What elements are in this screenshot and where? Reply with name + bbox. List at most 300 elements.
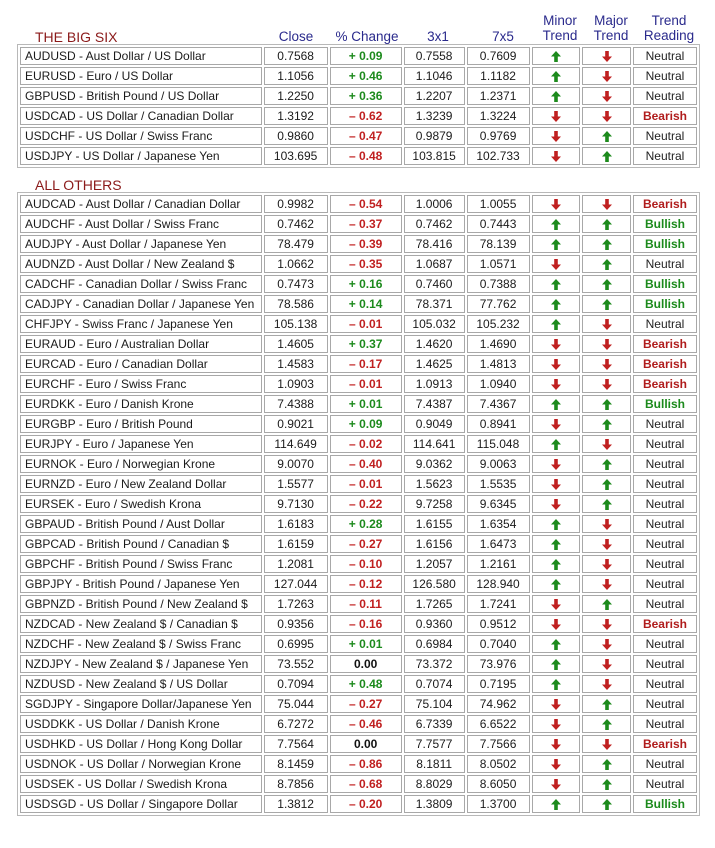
table-row bbox=[20, 67, 697, 85]
minor-trend-cell bbox=[532, 295, 581, 313]
major-trend-cell bbox=[582, 335, 631, 353]
pair-cell: USDSEK - US Dollar / Swedish Krona bbox=[20, 775, 262, 793]
major-trend-header-line1: Major bbox=[594, 13, 628, 28]
arrow-up-icon bbox=[602, 131, 612, 142]
trend-reading-cell: Neutral bbox=[633, 67, 697, 85]
table-row bbox=[20, 475, 697, 493]
7x5-cell: 6.6522 bbox=[467, 715, 530, 733]
3x1-cell: 126.580 bbox=[404, 575, 465, 593]
trend-reading-cell: Neutral bbox=[633, 655, 697, 673]
table-row bbox=[20, 495, 697, 513]
arrow-down-icon bbox=[551, 619, 561, 630]
7x5-cell: 0.7609 bbox=[467, 47, 530, 65]
major-trend-cell bbox=[582, 535, 631, 553]
arrow-up-icon bbox=[602, 759, 612, 770]
major-trend-header bbox=[584, 13, 638, 43]
table-row bbox=[20, 435, 697, 453]
arrow-up-icon bbox=[602, 219, 612, 230]
3x1-cell: 8.1811 bbox=[404, 755, 465, 773]
minor-trend-cell bbox=[532, 775, 581, 793]
arrow-up-icon bbox=[551, 219, 561, 230]
minor-trend-cell bbox=[532, 555, 581, 573]
trend-reading-cell: Neutral bbox=[633, 315, 697, 333]
7x5-cell: 102.733 bbox=[467, 147, 530, 165]
arrow-down-icon bbox=[602, 51, 612, 62]
arrow-down-icon bbox=[602, 579, 612, 590]
pair-cell: NZDCHF - New Zealand $ / Swiss Franc bbox=[20, 635, 262, 653]
close-cell: 9.7130 bbox=[264, 495, 328, 513]
table-row bbox=[20, 255, 697, 273]
close-cell: 1.3192 bbox=[264, 107, 328, 125]
minor-trend-cell bbox=[532, 595, 581, 613]
major-trend-cell bbox=[582, 575, 631, 593]
arrow-down-icon bbox=[551, 599, 561, 610]
close-cell: 1.0662 bbox=[264, 255, 328, 273]
close-cell: 0.7473 bbox=[264, 275, 328, 293]
trend-reading-cell: Neutral bbox=[633, 515, 697, 533]
arrow-down-icon bbox=[551, 719, 561, 730]
pct-change-cell: + 0.09 bbox=[330, 47, 402, 65]
3x1-cell: 1.2207 bbox=[404, 87, 465, 105]
arrow-up-icon bbox=[602, 499, 612, 510]
arrow-down-icon bbox=[602, 539, 612, 550]
minor-trend-cell bbox=[532, 235, 581, 253]
major-trend-cell bbox=[582, 715, 631, 733]
table-header bbox=[0, 12, 715, 45]
3x1-cell: 114.641 bbox=[404, 435, 465, 453]
7x5-cell: 0.7195 bbox=[467, 675, 530, 693]
table-row bbox=[20, 535, 697, 553]
7x5-cell: 0.7040 bbox=[467, 635, 530, 653]
arrow-down-icon bbox=[551, 131, 561, 142]
trend-reading-cell: Neutral bbox=[633, 47, 697, 65]
minor-trend-cell bbox=[532, 215, 581, 233]
3x1-cell: 6.7339 bbox=[404, 715, 465, 733]
pct-change-cell: – 0.37 bbox=[330, 215, 402, 233]
7x5-cell: 1.6354 bbox=[467, 515, 530, 533]
arrow-down-icon bbox=[551, 339, 561, 350]
pct-change-cell: – 0.46 bbox=[330, 715, 402, 733]
table-row bbox=[20, 615, 697, 633]
close-cell: 105.138 bbox=[264, 315, 328, 333]
all-others-title: ALL OTHERS bbox=[35, 177, 122, 193]
arrow-up-icon bbox=[602, 479, 612, 490]
pct-change-cell: + 0.01 bbox=[330, 395, 402, 413]
pct-change-cell: – 0.27 bbox=[330, 695, 402, 713]
minor-trend-cell bbox=[532, 755, 581, 773]
trend-reading-cell: Neutral bbox=[633, 475, 697, 493]
pct-change-cell: + 0.28 bbox=[330, 515, 402, 533]
major-trend-cell bbox=[582, 255, 631, 273]
pair-cell: USDJPY - US Dollar / Japanese Yen bbox=[20, 147, 262, 165]
minor-trend-cell bbox=[532, 655, 581, 673]
pct-change-cell: 0.00 bbox=[330, 655, 402, 673]
major-trend-cell bbox=[582, 375, 631, 393]
major-trend-cell bbox=[582, 415, 631, 433]
close-cell: 103.695 bbox=[264, 147, 328, 165]
trend-reading-cell: Neutral bbox=[633, 455, 697, 473]
arrow-down-icon bbox=[551, 199, 561, 210]
3x1-cell: 8.8029 bbox=[404, 775, 465, 793]
7x5-cell: 1.5535 bbox=[467, 475, 530, 493]
3x1-cell: 0.9360 bbox=[404, 615, 465, 633]
3x1-cell: 0.7074 bbox=[404, 675, 465, 693]
pct-change-cell: – 0.12 bbox=[330, 575, 402, 593]
major-trend-cell bbox=[582, 795, 631, 813]
7x5-cell: 0.7388 bbox=[467, 275, 530, 293]
major-trend-cell bbox=[582, 195, 631, 213]
pct-change-cell: + 0.14 bbox=[330, 295, 402, 313]
arrow-down-icon bbox=[551, 699, 561, 710]
7x5-cell: 1.0940 bbox=[467, 375, 530, 393]
pct-change-cell: + 0.48 bbox=[330, 675, 402, 693]
arrow-up-icon bbox=[602, 279, 612, 290]
trend-reading-cell: Bearish bbox=[633, 735, 697, 753]
pair-cell: AUDNZD - Aust Dollar / New Zealand $ bbox=[20, 255, 262, 273]
arrow-up-icon bbox=[551, 679, 561, 690]
pct-change-cell: – 0.68 bbox=[330, 775, 402, 793]
arrow-down-icon bbox=[602, 339, 612, 350]
pct-change-cell: – 0.35 bbox=[330, 255, 402, 273]
major-trend-cell bbox=[582, 755, 631, 773]
arrow-up-icon bbox=[602, 151, 612, 162]
trend-reading-cell: Bearish bbox=[633, 195, 697, 213]
arrow-down-icon bbox=[551, 759, 561, 770]
close-cell: 127.044 bbox=[264, 575, 328, 593]
pair-cell: SGDJPY - Singapore Dollar/Japanese Yen bbox=[20, 695, 262, 713]
arrow-up-icon bbox=[551, 239, 561, 250]
close-cell: 7.7564 bbox=[264, 735, 328, 753]
arrow-down-icon bbox=[551, 499, 561, 510]
minor-trend-cell bbox=[532, 275, 581, 293]
pct-change-cell: + 0.36 bbox=[330, 87, 402, 105]
arrow-up-icon bbox=[551, 559, 561, 570]
table-row bbox=[20, 695, 697, 713]
trend-reading-cell: Neutral bbox=[633, 695, 697, 713]
big-six-table bbox=[17, 44, 700, 168]
arrow-up-icon bbox=[602, 299, 612, 310]
trend-reading-cell: Bearish bbox=[633, 375, 697, 393]
3x1-cell: 7.7577 bbox=[404, 735, 465, 753]
7x5-cell: 1.6473 bbox=[467, 535, 530, 553]
table-row bbox=[20, 355, 697, 373]
7x5-cell: 0.9512 bbox=[467, 615, 530, 633]
table-row bbox=[20, 515, 697, 533]
table-row bbox=[20, 415, 697, 433]
pair-cell: GBPAUD - British Pound / Aust Dollar bbox=[20, 515, 262, 533]
arrow-up-icon bbox=[551, 439, 561, 450]
trend-reading-cell: Neutral bbox=[633, 87, 697, 105]
arrow-down-icon bbox=[602, 199, 612, 210]
7x5-cell: 1.0055 bbox=[467, 195, 530, 213]
table-row bbox=[20, 555, 697, 573]
3x1-cell: 75.104 bbox=[404, 695, 465, 713]
table-row bbox=[20, 655, 697, 673]
pair-cell: EURGBP - Euro / British Pound bbox=[20, 415, 262, 433]
close-cell: 8.7856 bbox=[264, 775, 328, 793]
pair-cell: EURUSD - Euro / US Dollar bbox=[20, 67, 262, 85]
trend-reading-cell: Neutral bbox=[633, 595, 697, 613]
minor-trend-cell bbox=[532, 47, 581, 65]
table-row bbox=[20, 375, 697, 393]
pair-cell: NZDJPY - New Zealand $ / Japanese Yen bbox=[20, 655, 262, 673]
close-cell: 75.044 bbox=[264, 695, 328, 713]
arrow-down-icon bbox=[602, 439, 612, 450]
arrow-up-icon bbox=[551, 71, 561, 82]
arrow-down-icon bbox=[602, 639, 612, 650]
major-trend-cell bbox=[582, 495, 631, 513]
close-cell: 0.9356 bbox=[264, 615, 328, 633]
major-trend-cell bbox=[582, 275, 631, 293]
table-row bbox=[20, 775, 697, 793]
pct-change-cell: 0.00 bbox=[330, 735, 402, 753]
close-cell: 1.6159 bbox=[264, 535, 328, 553]
major-trend-cell bbox=[582, 395, 631, 413]
7x5-cell: 0.9769 bbox=[467, 127, 530, 145]
pair-cell: EURAUD - Euro / Australian Dollar bbox=[20, 335, 262, 353]
minor-trend-cell bbox=[532, 455, 581, 473]
3x1-cell: 1.7265 bbox=[404, 595, 465, 613]
arrow-down-icon bbox=[602, 91, 612, 102]
table-row bbox=[20, 215, 697, 233]
major-trend-cell bbox=[582, 435, 631, 453]
3x1-cell: 1.4620 bbox=[404, 335, 465, 353]
pair-cell: USDNOK - US Dollar / Norwegian Krone bbox=[20, 755, 262, 773]
arrow-up-icon bbox=[551, 539, 561, 550]
major-trend-cell bbox=[582, 655, 631, 673]
trend-reading-cell: Bullish bbox=[633, 235, 697, 253]
pair-cell: EURCHF - Euro / Swiss Franc bbox=[20, 375, 262, 393]
major-trend-cell bbox=[582, 555, 631, 573]
pair-cell: AUDCHF - Aust Dollar / Swiss Franc bbox=[20, 215, 262, 233]
minor-trend-header-line1: Minor bbox=[543, 13, 577, 28]
pair-cell: NZDUSD - New Zealand $ / US Dollar bbox=[20, 675, 262, 693]
pair-cell: USDCAD - US Dollar / Canadian Dollar bbox=[20, 107, 262, 125]
7x5-cell: 105.232 bbox=[467, 315, 530, 333]
pct-change-cell: – 0.16 bbox=[330, 615, 402, 633]
7x5-cell: 7.7566 bbox=[467, 735, 530, 753]
arrow-down-icon bbox=[551, 151, 561, 162]
close-cell: 0.9982 bbox=[264, 195, 328, 213]
arrow-down-icon bbox=[602, 71, 612, 82]
arrow-down-icon bbox=[602, 379, 612, 390]
3x1-cell: 1.2057 bbox=[404, 555, 465, 573]
3x1-cell: 0.6984 bbox=[404, 635, 465, 653]
close-cell: 1.4605 bbox=[264, 335, 328, 353]
arrow-up-icon bbox=[551, 399, 561, 410]
table-row bbox=[20, 275, 697, 293]
minor-trend-cell bbox=[532, 715, 581, 733]
pct-change-cell: – 0.40 bbox=[330, 455, 402, 473]
major-trend-header-line2: Trend bbox=[593, 28, 629, 43]
trend-reading-cell: Neutral bbox=[633, 415, 697, 433]
table-row bbox=[20, 127, 697, 145]
major-trend-cell bbox=[582, 635, 631, 653]
major-trend-cell bbox=[582, 235, 631, 253]
pct-change-header: % Change bbox=[335, 29, 399, 44]
big-six-title: THE BIG SIX bbox=[35, 29, 118, 45]
trend-reading-header bbox=[637, 13, 701, 43]
minor-trend-cell bbox=[532, 535, 581, 553]
trend-reading-cell: Bullish bbox=[633, 395, 697, 413]
major-trend-cell bbox=[582, 615, 631, 633]
major-trend-cell bbox=[582, 675, 631, 693]
trend-reading-cell: Bearish bbox=[633, 355, 697, 373]
7x5-cell: 8.0502 bbox=[467, 755, 530, 773]
table-row bbox=[20, 47, 697, 65]
minor-trend-cell bbox=[532, 147, 581, 165]
arrow-down-icon bbox=[551, 779, 561, 790]
close-cell: 1.4583 bbox=[264, 355, 328, 373]
7x5-cell: 1.3224 bbox=[467, 107, 530, 125]
close-cell: 1.5577 bbox=[264, 475, 328, 493]
minor-trend-cell bbox=[532, 515, 581, 533]
3x1-cell: 1.3809 bbox=[404, 795, 465, 813]
minor-trend-cell bbox=[532, 375, 581, 393]
major-trend-cell bbox=[582, 67, 631, 85]
arrow-down-icon bbox=[551, 359, 561, 370]
7x5-cell: 1.2161 bbox=[467, 555, 530, 573]
close-cell: 7.4388 bbox=[264, 395, 328, 413]
minor-trend-cell bbox=[532, 735, 581, 753]
7x5-cell: 77.762 bbox=[467, 295, 530, 313]
arrow-up-icon bbox=[551, 579, 561, 590]
7x5-cell: 73.976 bbox=[467, 655, 530, 673]
table-row bbox=[20, 195, 697, 213]
pair-cell: EURNZD - Euro / New Zealand Dollar bbox=[20, 475, 262, 493]
pct-change-cell: – 0.27 bbox=[330, 535, 402, 553]
pair-cell: AUDCAD - Aust Dollar / Canadian Dollar bbox=[20, 195, 262, 213]
trend-reading-cell: Bullish bbox=[633, 295, 697, 313]
3x1-cell: 7.4387 bbox=[404, 395, 465, 413]
minor-trend-cell bbox=[532, 87, 581, 105]
close-cell: 1.7263 bbox=[264, 595, 328, 613]
pair-cell: USDSGD - US Dollar / Singapore Dollar bbox=[20, 795, 262, 813]
pct-change-cell: – 0.20 bbox=[330, 795, 402, 813]
arrow-up-icon bbox=[602, 399, 612, 410]
pair-cell: GBPCAD - British Pound / Canadian $ bbox=[20, 535, 262, 553]
pair-cell: NZDCAD - New Zealand $ / Canadian $ bbox=[20, 615, 262, 633]
trend-reading-cell: Neutral bbox=[633, 127, 697, 145]
minor-trend-cell bbox=[532, 435, 581, 453]
7x5-cell: 78.139 bbox=[467, 235, 530, 253]
trend-reading-cell: Neutral bbox=[633, 535, 697, 553]
arrow-up-icon bbox=[551, 319, 561, 330]
pair-cell: USDHKD - US Dollar / Hong Kong Dollar bbox=[20, 735, 262, 753]
major-trend-cell bbox=[582, 87, 631, 105]
minor-trend-cell bbox=[532, 335, 581, 353]
table-row bbox=[20, 335, 697, 353]
trend-reading-cell: Neutral bbox=[633, 675, 697, 693]
trend-reading-cell: Neutral bbox=[633, 575, 697, 593]
arrow-down-icon bbox=[602, 619, 612, 630]
7x5-cell: 1.4813 bbox=[467, 355, 530, 373]
7x5-cell: 115.048 bbox=[467, 435, 530, 453]
trend-reading-cell: Neutral bbox=[633, 775, 697, 793]
7x5-cell: 1.3700 bbox=[467, 795, 530, 813]
pair-cell: GBPNZD - British Pound / New Zealand $ bbox=[20, 595, 262, 613]
pair-cell: EURCAD - Euro / Canadian Dollar bbox=[20, 355, 262, 373]
table-row bbox=[20, 715, 697, 733]
major-trend-cell bbox=[582, 295, 631, 313]
3x1-cell: 0.7462 bbox=[404, 215, 465, 233]
arrow-up-icon bbox=[602, 719, 612, 730]
close-cell: 0.7462 bbox=[264, 215, 328, 233]
3x1-cell: 9.0362 bbox=[404, 455, 465, 473]
arrow-up-icon bbox=[551, 639, 561, 650]
trend-reading-cell: Neutral bbox=[633, 435, 697, 453]
minor-trend-cell bbox=[532, 255, 581, 273]
pct-change-cell: + 0.16 bbox=[330, 275, 402, 293]
table-row bbox=[20, 235, 697, 253]
7x5-cell: 1.4690 bbox=[467, 335, 530, 353]
close-cell: 0.9860 bbox=[264, 127, 328, 145]
7x5-cell: 1.1182 bbox=[467, 67, 530, 85]
trend-reading-cell: Bullish bbox=[633, 795, 697, 813]
3x1-cell: 0.7460 bbox=[404, 275, 465, 293]
7x5-cell: 1.2371 bbox=[467, 87, 530, 105]
arrow-up-icon bbox=[602, 459, 612, 470]
close-cell: 1.6183 bbox=[264, 515, 328, 533]
minor-trend-cell bbox=[532, 127, 581, 145]
major-trend-cell bbox=[582, 735, 631, 753]
3x1-cell: 1.1046 bbox=[404, 67, 465, 85]
close-cell: 1.3812 bbox=[264, 795, 328, 813]
arrow-up-icon bbox=[602, 239, 612, 250]
pct-change-cell: – 0.17 bbox=[330, 355, 402, 373]
minor-trend-cell bbox=[532, 615, 581, 633]
pct-change-cell: – 0.22 bbox=[330, 495, 402, 513]
minor-trend-cell bbox=[532, 355, 581, 373]
arrow-up-icon bbox=[551, 799, 561, 810]
table-row bbox=[20, 735, 697, 753]
arrow-up-icon bbox=[551, 519, 561, 530]
pair-cell: USDCHF - US Dollar / Swiss Franc bbox=[20, 127, 262, 145]
minor-trend-cell bbox=[532, 795, 581, 813]
pct-change-cell: + 0.37 bbox=[330, 335, 402, 353]
3x1-cell: 73.372 bbox=[404, 655, 465, 673]
arrow-down-icon bbox=[602, 679, 612, 690]
pct-change-cell: – 0.01 bbox=[330, 315, 402, 333]
pct-change-cell: – 0.48 bbox=[330, 147, 402, 165]
table-row bbox=[20, 575, 697, 593]
trend-reading-cell: Bullish bbox=[633, 215, 697, 233]
all-others-table bbox=[17, 192, 700, 816]
table-row bbox=[20, 455, 697, 473]
pct-change-cell: – 0.47 bbox=[330, 127, 402, 145]
pair-cell: CADCHF - Canadian Dollar / Swiss Franc bbox=[20, 275, 262, 293]
trend-reading-cell: Bearish bbox=[633, 615, 697, 633]
close-cell: 78.586 bbox=[264, 295, 328, 313]
arrow-down-icon bbox=[602, 519, 612, 530]
arrow-down-icon bbox=[602, 359, 612, 370]
trend-reading-cell: Neutral bbox=[633, 715, 697, 733]
major-trend-cell bbox=[582, 315, 631, 333]
arrow-down-icon bbox=[551, 111, 561, 122]
table-row bbox=[20, 595, 697, 613]
trend-reading-header-line1: Trend bbox=[651, 13, 687, 28]
trend-reading-cell: Bearish bbox=[633, 335, 697, 353]
arrow-up-icon bbox=[602, 419, 612, 430]
3x1-cell: 0.9879 bbox=[404, 127, 465, 145]
minor-trend-cell bbox=[532, 635, 581, 653]
arrow-up-icon bbox=[602, 779, 612, 790]
minor-trend-cell bbox=[532, 495, 581, 513]
trend-reading-cell: Bullish bbox=[633, 275, 697, 293]
major-trend-cell bbox=[582, 147, 631, 165]
pair-cell: CHFJPY - Swiss Franc / Japanese Yen bbox=[20, 315, 262, 333]
close-cell: 1.1056 bbox=[264, 67, 328, 85]
